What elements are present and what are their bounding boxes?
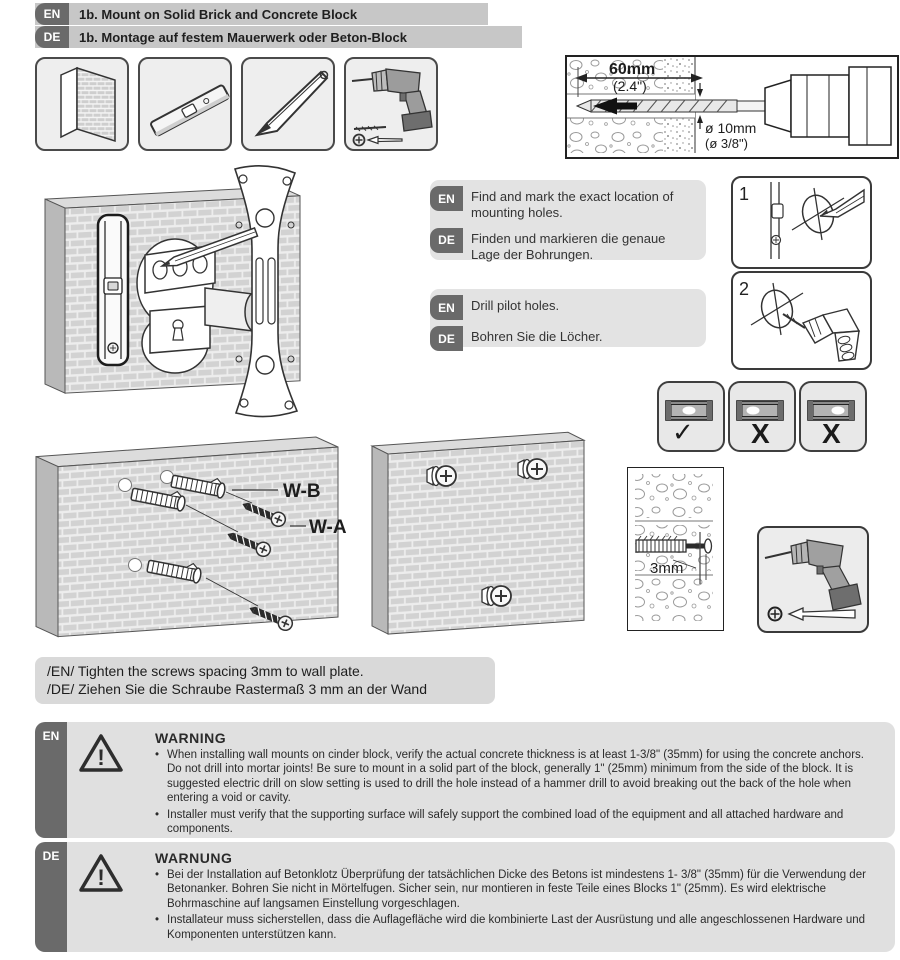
- page-title-de: 1b. Montage auf festem Mauerwerk oder Beton-Block: [79, 29, 407, 45]
- tool-box-level: [138, 57, 232, 151]
- warning-bullet: • When installing wall mounts on cinder block, verify the actual concrete thickness is at least 1-3/8" (35mm) for using the concrete anchors. Do not drill into mortar joints! Be sure to mount in a solid part of the block, generally 1" (25mm) minimum from the side of the block. It is suggested electric drill on slow setting is used to drill the hole instead of a hammer drill to avoid breaking out the back of the hole when entering a void or cavity.: [155, 748, 881, 806]
- lang-badge-de: DE: [42, 849, 60, 863]
- warning-bullet: • Bei der Installation auf Betonklotz Überprüfung der tatsächlichen Dicke des Betons ist mindestens 1- 3/8" (35mm) für die Verwendung der Betonanker. Bohren Sie nicht in Mörtelfugen. Sicher sein, nur montieren in feste Teile eines Blocks 1" (25mm). Es wird elektrische Bohrmaschine auf langsamen Einstellung vorgeschlagen.: [155, 868, 881, 911]
- step-number: 1: [739, 184, 750, 204]
- header-bar-en: [35, 3, 488, 25]
- warning-title-de: WARNUNG: [155, 850, 233, 866]
- lang-badge-en: EN: [35, 3, 69, 25]
- level-wrong-right-indicator: [799, 381, 867, 452]
- lang-badge-de: DE: [35, 26, 69, 48]
- tool-box-drill: [344, 57, 438, 151]
- step-number: 2: [739, 279, 750, 299]
- instruction-text-en: Drill pilot holes.: [471, 298, 560, 313]
- warning-title-en: WARNING: [155, 730, 227, 746]
- warning-triangle-icon: [78, 852, 124, 894]
- exclamation-glyph: !: [97, 745, 105, 770]
- instruction-row-en: [430, 186, 706, 222]
- lang-badge-en: EN: [430, 186, 463, 211]
- lang-badge-en: EN: [42, 729, 60, 743]
- level-centered-icon: [659, 383, 719, 446]
- tighten-note: [35, 657, 495, 704]
- instruction-box-mark-holes: [430, 180, 706, 260]
- instruction-row-en: [430, 295, 706, 320]
- drill-dimension-diagram: [565, 55, 899, 159]
- lang-badge-en: EN: [430, 295, 463, 320]
- spirit-level-icon: [140, 59, 230, 149]
- pencil-icon: [243, 59, 333, 149]
- warning-triangle-icon: [78, 732, 124, 774]
- page-title-en: 1b. Mount on Solid Brick and Concrete Block: [79, 6, 358, 22]
- instruction-text-en: Find and mark the exact location of mounting holes.: [471, 189, 674, 221]
- warning-bullet: • Installer must verify that the supporting surface will safely support the combined load of the equipment and all attached hardware and components.: [155, 808, 881, 837]
- tool-box-pencil: [241, 57, 335, 151]
- spacing-detail-panel: [627, 467, 724, 631]
- instruction-row-de: [430, 326, 706, 351]
- note-line-de: /DE/ Ziehen Sie die Schraube Rastermaß 3 mm an der Wand: [47, 681, 427, 698]
- depth-mm-label: 60mm: [609, 61, 656, 78]
- drill-depth-illustration: [567, 57, 893, 153]
- check-mark: ✓: [672, 417, 694, 446]
- level-ok-indicator: [657, 381, 725, 452]
- x-mark: X: [751, 418, 770, 446]
- diameter-inch-label: (ø 3/8"): [705, 136, 748, 151]
- warning-box-en: [67, 722, 895, 838]
- step-1-illustration: [733, 178, 866, 263]
- instruction-text-de: Finden und markieren die genaue Lage der Bohrungen.: [471, 230, 666, 262]
- diameter-mm-label: ø 10mm: [705, 120, 757, 136]
- brick-wall-icon: [37, 59, 127, 149]
- step-1-panel: [731, 176, 872, 269]
- depth-inch-label: (2.4"): [613, 78, 647, 94]
- tool-box-brick: [35, 57, 129, 151]
- instruction-row-de: [430, 228, 706, 264]
- wall-mount-illustration: [10, 163, 430, 423]
- level-off-right-icon: [801, 383, 861, 446]
- power-drill-icon: [346, 59, 436, 149]
- level-wrong-left-indicator: [728, 381, 796, 452]
- x-mark: X: [822, 418, 841, 446]
- exclamation-glyph: !: [97, 865, 105, 890]
- step-2-panel: [731, 271, 872, 370]
- instruction-box-drill-holes: [430, 289, 706, 347]
- lang-badge-de: DE: [430, 228, 463, 253]
- spacing-gap-label: 3mm: [650, 560, 684, 577]
- anchor-installation-illustration: [10, 428, 360, 654]
- warning-bullet: • Installateur muss sicherstellen, dass die Auflagefläche wird die kombinierte Last der Ausrüstung und alle angeschlossenen Hardware und Komponenten unterstützen kann.: [155, 913, 881, 942]
- lang-badge-de: DE: [430, 326, 463, 351]
- anchor-label-wb: W-B: [283, 481, 321, 502]
- anchor-spacing-illustration: [628, 468, 720, 627]
- level-off-left-icon: [730, 383, 790, 446]
- screws-in-wall-illustration: [360, 424, 600, 654]
- note-line-en: /EN/ Tighten the screws spacing 3mm to wall plate.: [47, 663, 364, 679]
- power-drill-icon: [759, 528, 863, 627]
- instruction-text-de: Bohren Sie die Löcher.: [471, 329, 603, 344]
- step-2-illustration: [733, 273, 866, 364]
- warning-tab-de: [35, 842, 67, 952]
- anchor-label-wa: W-A: [309, 517, 347, 538]
- header-bar-de: [35, 26, 522, 48]
- drill-tool-panel: [757, 526, 869, 633]
- warning-tab-en: [35, 722, 67, 838]
- warning-box-de: [67, 842, 895, 952]
